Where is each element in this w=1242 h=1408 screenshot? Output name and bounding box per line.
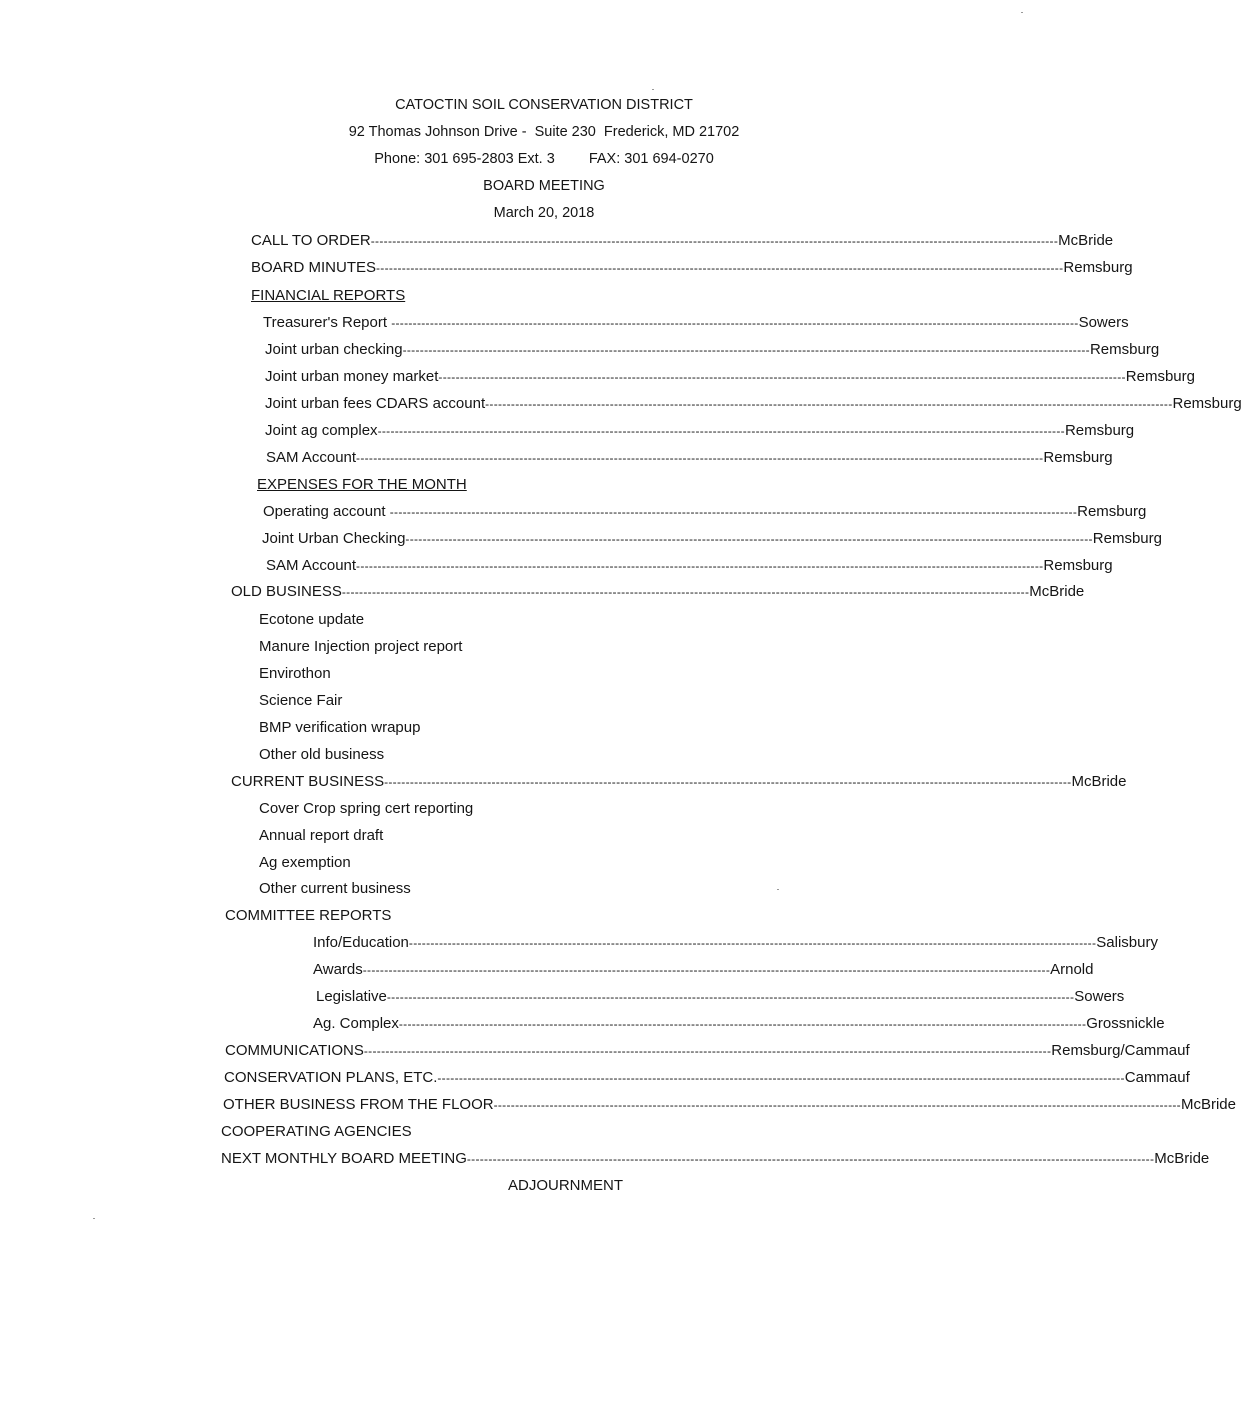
agenda-item-label: CALL TO ORDER <box>251 232 371 249</box>
leader-dashes: ---------------------------------------------------------------------------------------------------------------------------------------------------------------- <box>437 1071 1125 1085</box>
agenda-item-person: Remsburg <box>1043 449 1113 466</box>
agenda-item-label: CURRENT BUSINESS <box>231 773 385 790</box>
financial-item <box>263 314 1129 331</box>
leader-dashes: ---------------------------------------------------------------------------------------------------------------------------------------------------------------- <box>363 1044 1052 1058</box>
meeting-date: March 20, 2018 <box>493 205 595 221</box>
leader-dashes: ---------------------------------------------------------------------------------------------------------------------------------------------------------------- <box>408 936 1097 950</box>
agenda-item-person: Arnold <box>1050 961 1094 978</box>
agenda-item-label: NEXT MONTHLY BOARD MEETING <box>221 1150 467 1167</box>
agenda-conservation-plans <box>224 1069 1190 1086</box>
agenda-item-label: Joint Urban Checking <box>262 530 406 547</box>
expenses-heading: EXPENSES FOR THE MONTH <box>257 476 467 493</box>
agenda-item-label: OLD BUSINESS <box>231 583 342 600</box>
agenda-communications <box>225 1042 1190 1059</box>
agenda-item-person: Sowers <box>1074 988 1125 1005</box>
agenda-item-person: Grossnickle <box>1086 1015 1165 1032</box>
financial-item <box>265 422 1135 439</box>
current-business-item: Ag exemption <box>259 854 351 871</box>
agenda-item-label: Joint ag complex <box>265 422 378 439</box>
leader-dashes: ---------------------------------------------------------------------------------------------------------------------------------------------------------------- <box>485 397 1173 411</box>
agenda-cooperating-agencies: COOPERATING AGENCIES <box>221 1123 412 1140</box>
agenda-item-person: McBride <box>1029 583 1085 600</box>
agenda-adjournment: ADJOURNMENT <box>508 1177 623 1194</box>
old-business-item: Envirothon <box>259 665 331 682</box>
leader-dashes: ---------------------------------------------------------------------------------------------------------------------------------------------------------------- <box>377 424 1065 438</box>
current-business-item: Cover Crop spring cert reporting <box>259 800 474 817</box>
agenda-item-label: Treasurer's Report <box>263 314 392 331</box>
agenda-item-label: Legislative <box>316 988 387 1005</box>
agenda-item-person: Remsburg <box>1092 530 1162 547</box>
leader-dashes: ---------------------------------------------------------------------------------------------------------------------------------------------------------------- <box>384 775 1072 789</box>
financial-item <box>265 395 1242 412</box>
committee-item <box>313 961 1094 978</box>
old-business-item: Ecotone update <box>259 611 365 628</box>
leader-dashes: ---------------------------------------------------------------------------------------------------------------------------------------------------------------- <box>398 1017 1087 1031</box>
expense-item <box>266 557 1113 574</box>
agenda-call-to-order <box>251 232 1114 249</box>
meeting-title: BOARD MEETING <box>483 178 605 194</box>
leader-dashes: ---------------------------------------------------------------------------------------------------------------------------------------------------------------- <box>356 451 1044 465</box>
leader-dashes: ---------------------------------------------------------------------------------------------------------------------------------------------------------------- <box>356 559 1044 573</box>
financial-item <box>265 368 1195 385</box>
expense-item <box>263 503 1147 520</box>
agenda-item-person: Remsburg <box>1064 422 1135 439</box>
agenda-item-label: OTHER BUSINESS FROM THE FLOOR <box>223 1096 494 1113</box>
agenda-old-business <box>231 583 1085 600</box>
agenda-item-label: Joint urban fees CDARS account <box>265 395 486 412</box>
agenda-item-label: Operating account <box>263 503 390 520</box>
leader-dashes: ---------------------------------------------------------------------------------------------------------------------------------------------------------------- <box>438 370 1126 384</box>
agenda-item-label: Info/Education <box>313 934 409 951</box>
scan-speck <box>777 889 779 890</box>
old-business-item: Other old business <box>259 746 385 763</box>
leader-dashes: ---------------------------------------------------------------------------------------------------------------------------------------------------------------- <box>493 1098 1181 1112</box>
agenda-item-label: Joint urban checking <box>265 341 403 358</box>
district-name: CATOCTIN SOIL CONSERVATION DISTRICT <box>395 97 693 113</box>
agenda-item-person: McBride <box>1180 1096 1236 1113</box>
leader-dashes: ---------------------------------------------------------------------------------------------------------------------------------------------------------------- <box>466 1152 1155 1166</box>
agenda-other-business <box>223 1096 1236 1113</box>
old-business-item: BMP verification wrapup <box>259 719 421 736</box>
current-business-item: Other current business <box>259 880 411 897</box>
agenda-item-person: Remsburg <box>1063 259 1133 276</box>
contact-line <box>0 151 1088 167</box>
committee-item <box>313 934 1158 951</box>
agenda-current-business <box>231 773 1127 790</box>
agenda-item-label: BOARD MINUTES <box>251 259 377 276</box>
scan-speck <box>93 1218 95 1219</box>
committee-item <box>313 1015 1165 1032</box>
agenda-item-label: Awards <box>313 961 363 978</box>
agenda-item-label: CONSERVATION PLANS, ETC. <box>224 1069 438 1086</box>
agenda-item-person: Cammauf <box>1124 1069 1190 1086</box>
agenda-item-label: Ag. Complex <box>313 1015 399 1032</box>
leader-dashes: ---------------------------------------------------------------------------------------------------------------------------------------------------------------- <box>402 343 1090 357</box>
financial-item <box>266 449 1113 466</box>
scan-speck <box>1021 12 1023 13</box>
district-address: 92 Thomas Johnson Drive - Suite 230 Frederick, MD 21702 <box>348 124 740 140</box>
agenda-item-label: SAM Account <box>266 557 357 574</box>
agenda-item-label: Joint urban money market <box>265 368 439 385</box>
committee-item <box>316 988 1125 1005</box>
financial-item <box>265 341 1160 358</box>
agenda-item-person: Remsburg <box>1043 557 1113 574</box>
agenda-item-person: Remsburg <box>1089 341 1160 358</box>
agenda-item-person: McBride <box>1058 232 1114 249</box>
old-business-item: Science Fair <box>259 692 343 709</box>
expense-item <box>262 530 1162 547</box>
leader-dashes: ---------------------------------------------------------------------------------------------------------------------------------------------------------------- <box>389 505 1078 519</box>
agenda-board-minutes <box>251 259 1133 276</box>
agenda-item-label: SAM Account <box>266 449 357 466</box>
old-business-item: Manure Injection project report <box>259 638 463 655</box>
agenda-item-person: Remsburg/Cammauf <box>1051 1042 1190 1059</box>
agenda-item-person: Sowers <box>1078 314 1129 331</box>
agenda-item-person: McBride <box>1154 1150 1210 1167</box>
financial-reports-heading: FINANCIAL REPORTS <box>251 287 406 304</box>
leader-dashes: ---------------------------------------------------------------------------------------------------------------------------------------------------------------- <box>370 234 1059 248</box>
leader-dashes: ---------------------------------------------------------------------------------------------------------------------------------------------------------------- <box>362 963 1051 977</box>
leader-dashes: ---------------------------------------------------------------------------------------------------------------------------------------------------------------- <box>405 532 1093 546</box>
leader-dashes: ---------------------------------------------------------------------------------------------------------------------------------------------------------------- <box>386 990 1075 1004</box>
agenda-next-meeting <box>221 1150 1210 1167</box>
agenda-item-person: McBride <box>1071 773 1127 790</box>
current-business-item: Annual report draft <box>259 827 384 844</box>
leader-dashes: ---------------------------------------------------------------------------------------------------------------------------------------------------------------- <box>391 316 1079 330</box>
scan-speck <box>652 89 654 90</box>
agenda-item-person: Salisbury <box>1096 934 1158 951</box>
agenda-item-person: Remsburg <box>1077 503 1147 520</box>
committee-reports-heading: COMMITTEE REPORTS <box>225 907 392 924</box>
leader-dashes: ---------------------------------------------------------------------------------------------------------------------------------------------------------------- <box>376 261 1064 275</box>
leader-dashes: ---------------------------------------------------------------------------------------------------------------------------------------------------------------- <box>341 585 1030 599</box>
agenda-item-person: Remsburg <box>1172 395 1242 412</box>
fax-number: FAX: 301 694-0270 <box>588 151 714 167</box>
phone-number: Phone: 301 695-2803 Ext. 3 <box>374 151 555 167</box>
agenda-item-label: COMMUNICATIONS <box>225 1042 364 1059</box>
agenda-item-person: Remsburg <box>1125 368 1195 385</box>
